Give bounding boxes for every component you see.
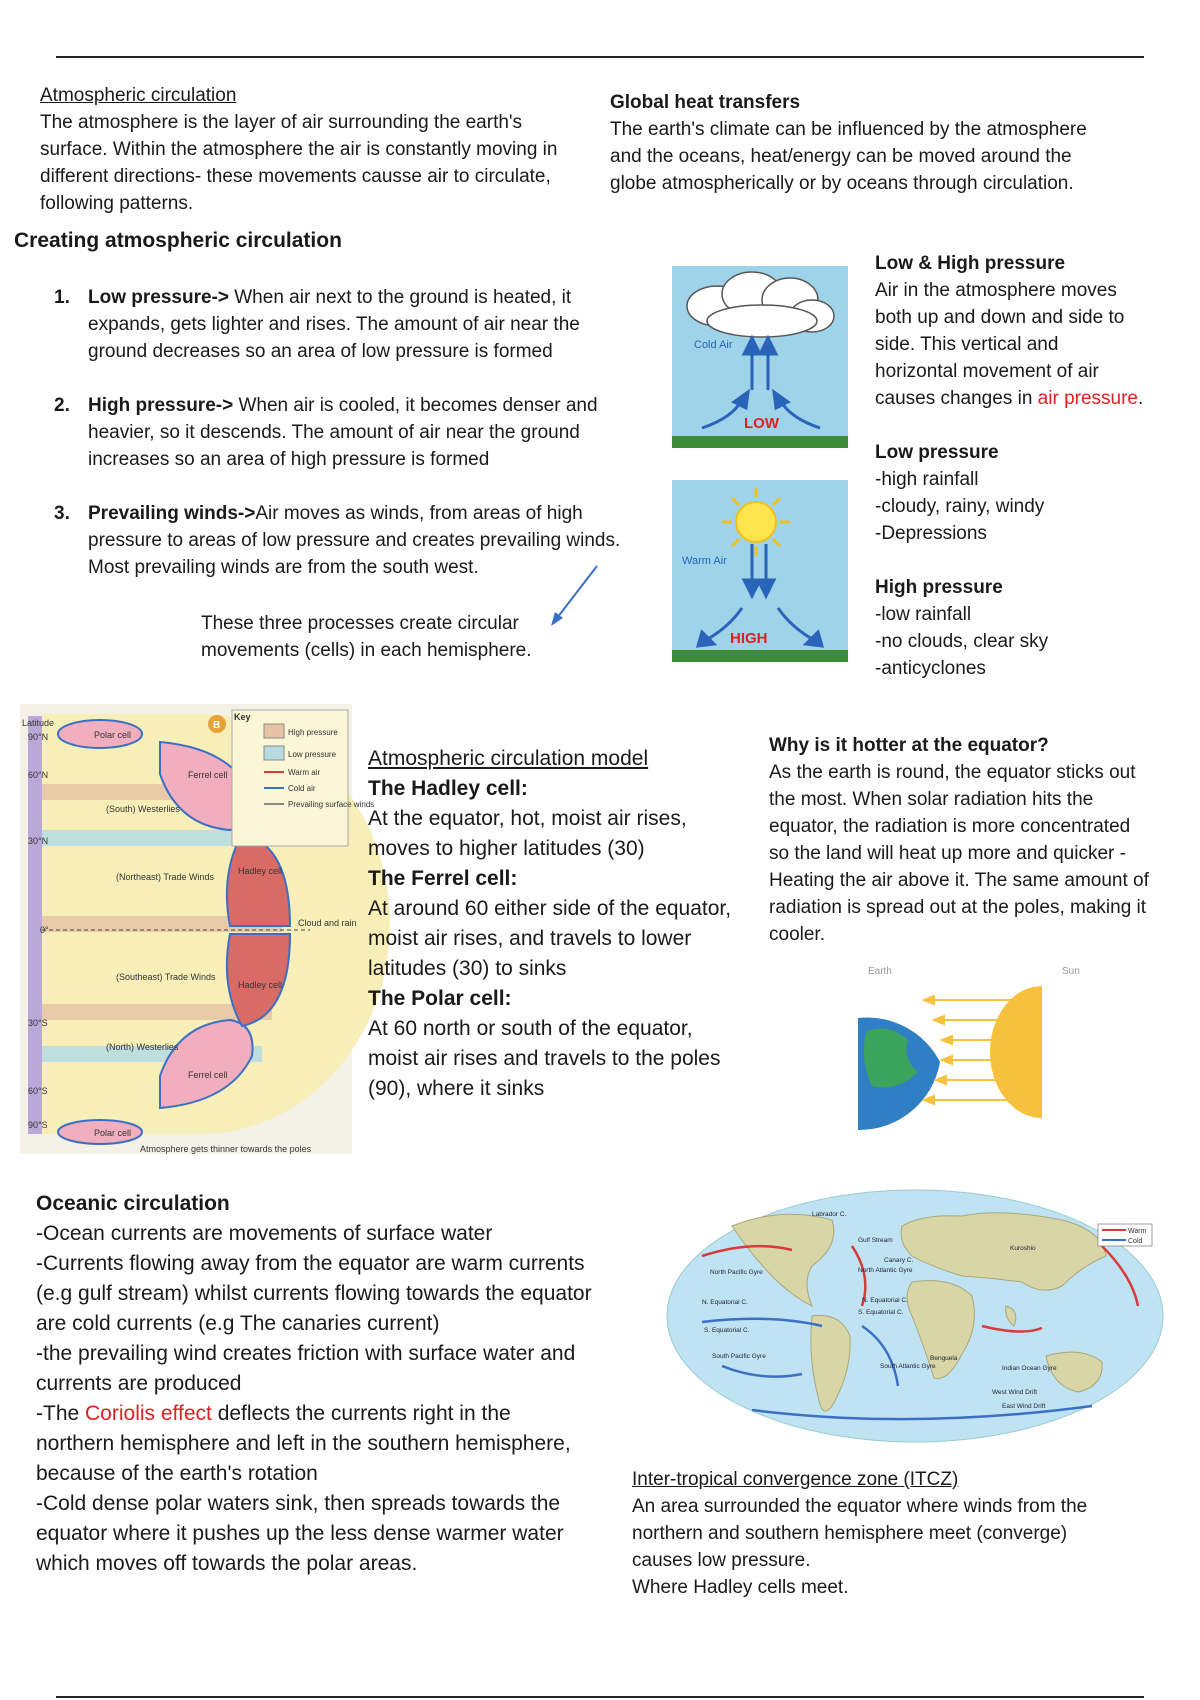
lat-label: 60°N (28, 770, 49, 780)
sun-label: Sun (1062, 966, 1080, 977)
polar-line: (90), where it sinks (368, 1077, 545, 1100)
low-high-line: horizontal movement of air (875, 361, 1099, 382)
oceanic-line: -Currents flowing away from the equator are warm currents (36, 1252, 585, 1275)
equator-line: As the earth is round, the equator sticks out (769, 762, 1136, 783)
high-pressure-item: -low rainfall (875, 604, 972, 625)
list-number: 3. (54, 503, 70, 524)
map-label: North Atlantic Gyre (858, 1267, 913, 1274)
itcz-line: Where Hadley cells meet. (632, 1577, 849, 1598)
oceanic-line: because of the earth's rotation (36, 1462, 318, 1485)
earth-label: Earth (868, 966, 892, 977)
heat-section (610, 89, 1170, 197)
period: . (1138, 388, 1144, 409)
note-arrow (545, 562, 601, 630)
list-number: 1. (54, 287, 70, 308)
oceanic-line: -Ocean currents are movements of surface water (36, 1222, 493, 1245)
low-high-title: Low & High pressure (875, 253, 1066, 274)
list-text: increases so an area of high pressure is formed (88, 449, 490, 470)
atmosphere-note: Atmosphere gets thinner towards the poles (140, 1144, 312, 1154)
low-high-line: causes changes in (875, 388, 1038, 409)
ferrel-line: moist air rises, and travels to lower (368, 927, 692, 950)
polar-title: The Polar cell: (368, 987, 512, 1010)
intro-title: Atmospheric circulation (40, 85, 237, 106)
equator-line: so the land will heat up more and quicker - (769, 843, 1126, 864)
list-text: Air moves as winds, from areas of high (255, 503, 583, 524)
itcz-section (632, 1466, 1172, 1601)
low-pressure-item: -Depressions (875, 523, 987, 544)
ferrel-line: At around 60 either side of the equator, (368, 897, 732, 920)
coriolis-term: Coriolis effect (85, 1402, 212, 1425)
key-item: High pressure (288, 728, 338, 737)
note-line: movements (cells) in each hemisphere. (201, 640, 532, 661)
lat-label: 60°S (28, 1086, 48, 1096)
oceanic-line: equator where it pushes up the less dense warmer water (36, 1522, 564, 1545)
oceanic-line: deflects the currents right in the (211, 1402, 511, 1425)
intro-line: The atmosphere is the layer of air surrounding the earth's (40, 112, 523, 133)
high-pressure-item: -anticyclones (875, 658, 986, 679)
equator-title: Why is it hotter at the equator? (769, 735, 1049, 756)
warm-air-label: Warm Air (682, 555, 727, 567)
trades-label: (Northeast) Trade Winds (116, 872, 215, 882)
oceanic-section (36, 1189, 656, 1579)
air-pressure-term: air pressure (1037, 388, 1138, 409)
oceanic-line: -The (36, 1402, 86, 1425)
b-badge: B (213, 720, 221, 731)
lat-label: 30°N (28, 836, 49, 846)
oceanic-line: northern hemisphere and left in the southern hemisphere, (36, 1432, 571, 1455)
heat-line: globe atmospherically or by oceans through circulation. (610, 173, 1074, 194)
oceanic-title: Oceanic circulation (36, 1192, 230, 1215)
oceanic-line: are cold currents (e.g The canaries current) (36, 1312, 440, 1335)
low-high-line: side. This vertical and (875, 334, 1059, 355)
ferrel-cell-label: Ferrel cell (188, 1070, 228, 1080)
list-item (54, 392, 668, 473)
high-pressure-item: -no clouds, clear sky (875, 631, 1049, 652)
map-label: Canary C. (884, 1257, 914, 1264)
map-label: East Wind Drift (1002, 1403, 1046, 1410)
key-item: Cold air (288, 784, 316, 793)
model-section (368, 744, 768, 1104)
map-label: West Wind Drift (992, 1389, 1038, 1396)
hadley-line: At the equator, hot, moist air rises, (368, 807, 687, 830)
equator-section (769, 732, 1194, 948)
map-label: Benguela (930, 1355, 958, 1362)
hadley-title: The Hadley cell: (368, 777, 528, 800)
list-text: heavier, so it descends. The amount of air near the ground (88, 422, 580, 443)
equator-line: radiation is spread out at the poles, making it (769, 897, 1147, 918)
list-text: When air is cooled, it becomes denser and (233, 395, 598, 416)
map-label: Gulf Stream (858, 1237, 893, 1244)
equator-line: cooler. (769, 924, 825, 945)
trades-label: (Southeast) Trade Winds (116, 972, 216, 982)
list-term: Prevailing winds-> (88, 503, 256, 524)
ferrel-line: latitudes (30) to sinks (368, 957, 567, 980)
high-pressure-title: High pressure (875, 577, 1003, 598)
map-legend-cold: Cold (1128, 1238, 1143, 1245)
ferrel-title: The Ferrel cell: (368, 867, 518, 890)
intro-line: different directions- these movements causse air to circulate, (40, 166, 551, 187)
lat-label: 30°S (28, 1018, 48, 1028)
list-text: ground decreases so an area of low pressure is formed (88, 341, 553, 362)
cells-note (201, 610, 532, 664)
oceanic-line: currents are produced (36, 1372, 242, 1395)
high-label: HIGH (730, 630, 768, 647)
key-title: Key (234, 712, 251, 722)
lat-label: 90°S (28, 1120, 48, 1130)
polar-cell-label: Polar cell (94, 1128, 132, 1138)
ferrel-cell-label: Ferrel cell (188, 770, 228, 780)
list-text: expands, gets lighter and rises. The amount of air near the (88, 314, 580, 335)
itcz-line: northern and southern hemisphere meet (converge) (632, 1523, 1068, 1544)
lat-label: 0° (40, 925, 49, 935)
low-pressure-title: Low pressure (875, 442, 999, 463)
itcz-title: Inter-tropical convergence zone (ITCZ) (632, 1469, 959, 1490)
list-text: Most prevailing winds are from the south west. (88, 557, 479, 578)
intro-section (40, 82, 610, 217)
note-line: These three processes create circular (201, 613, 519, 634)
hadley-cell-label: Hadley cell (238, 866, 283, 876)
low-pressure-diagram (672, 266, 850, 450)
hadley-cell-label: Hadley cell (238, 980, 283, 990)
heat-line: and the oceans, heat/energy can be moved around the (610, 146, 1072, 167)
list-term: High pressure-> (88, 395, 234, 416)
top-rule (56, 56, 1144, 58)
low-high-line: Air in the atmosphere moves (875, 280, 1117, 301)
creating-list (54, 284, 668, 581)
list-term: Low pressure-> (88, 287, 229, 308)
map-label: North Pacific Gyre (710, 1269, 763, 1276)
list-text: When air next to the ground is heated, it (228, 287, 572, 308)
polar-line: At 60 north or south of the equator, (368, 1017, 693, 1040)
low-pressure-item: -high rainfall (875, 469, 979, 490)
map-label: South Atlantic Gyre (880, 1363, 936, 1370)
heat-line: The earth's climate can be influenced by the atmosphere (610, 119, 1087, 140)
map-label: S. Equatorial C. (858, 1309, 904, 1316)
model-title: Atmospheric circulation model (368, 747, 649, 770)
list-item (54, 284, 668, 365)
map-label: N. Equatorial C. (702, 1299, 748, 1306)
bottom-rule (56, 1696, 1144, 1698)
lat-label: 90°N (28, 732, 49, 742)
map-label: N. Equatorial C. (862, 1297, 908, 1304)
westerlies-label: (South) Westerlies (106, 804, 180, 814)
itcz-line: causes low pressure. (632, 1550, 811, 1571)
key-item: Warm air (288, 768, 321, 777)
key-item: Low pressure (288, 750, 337, 759)
map-legend-warm: Warm (1128, 1228, 1147, 1235)
low-label: LOW (744, 415, 779, 432)
hadley-line: moves to higher latitudes (30) (368, 837, 645, 860)
itcz-line: An area surrounded the equator where winds from the (632, 1496, 1088, 1517)
heat-title: Global heat transfers (610, 92, 801, 113)
high-pressure-diagram (672, 480, 850, 666)
oceanic-line: which moves off towards the polar areas. (36, 1552, 418, 1575)
map-label: Indian Ocean Gyre (1002, 1365, 1057, 1372)
map-label: Labrador C. (812, 1211, 847, 1218)
oceanic-line: -Cold dense polar waters sink, then spreads towards the (36, 1492, 561, 1515)
equator-line: Heating the air above it. The same amount of (769, 870, 1149, 891)
cloud-rain-label: Cloud and rain (298, 918, 357, 928)
equator-line: equator, the radiation is more concentrated (769, 816, 1131, 837)
map-label: Kuroshio (1010, 1245, 1036, 1252)
map-label: South Pacific Gyre (712, 1353, 766, 1360)
low-high-line: both up and down and side to (875, 307, 1125, 328)
key-item: Prevailing surface winds (288, 800, 375, 809)
intro-line: following patterns. (40, 193, 194, 214)
ocean-currents-map (662, 1186, 1168, 1456)
westerlies-label: (North) Westerlies (106, 1042, 179, 1052)
equator-line: the most. When solar radiation hits the (769, 789, 1094, 810)
sun-earth-diagram (858, 962, 1078, 1132)
atmospheric-cells-diagram (20, 704, 375, 1154)
list-number: 2. (54, 395, 70, 416)
lat-label: Latitude (22, 718, 55, 728)
polar-cell-label: Polar cell (94, 730, 132, 740)
oceanic-line: (e.g gulf stream) whilst currents flowing towards the equator (36, 1282, 592, 1305)
low-pressure-item: -cloudy, rainy, windy (875, 496, 1045, 517)
cold-air-label: Cold Air (694, 339, 733, 351)
list-text: pressure to areas of low pressure and creates prevailing winds. (88, 530, 621, 551)
low-high-section (875, 250, 1195, 682)
polar-line: moist air rises and travels to the poles (368, 1047, 721, 1070)
creating-title: Creating atmospheric circulation (14, 229, 342, 252)
intro-line: surface. Within the atmosphere the air is constantly moving in (40, 139, 558, 160)
map-label: S. Equatorial C. (704, 1327, 750, 1334)
oceanic-line: -the prevailing wind creates friction with surface water and (36, 1342, 576, 1365)
